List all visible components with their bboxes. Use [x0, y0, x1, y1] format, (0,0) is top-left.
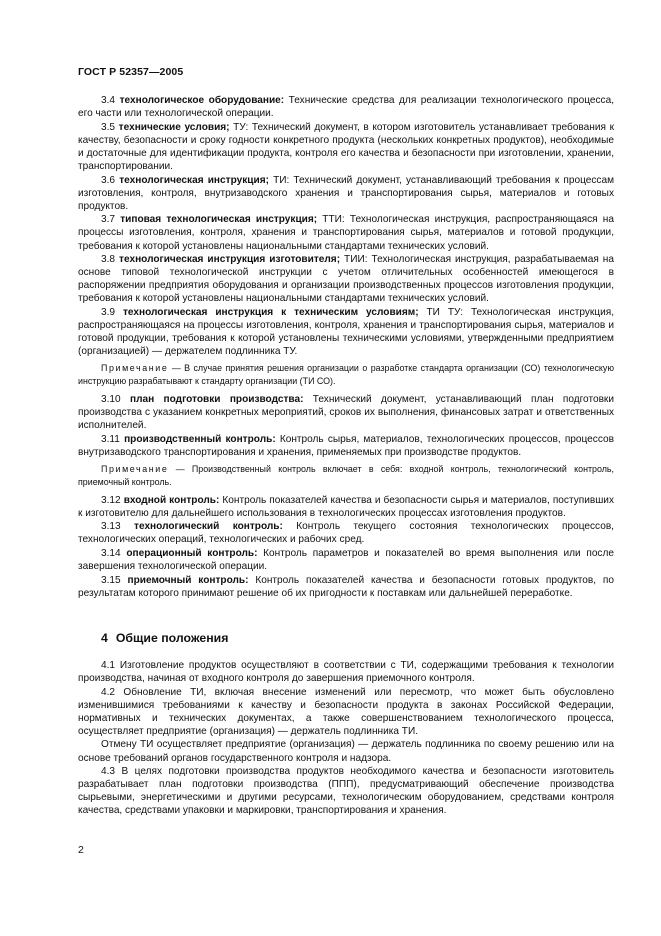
term: приемочный контроль:	[127, 574, 249, 586]
definition-text: ТИ ТУ: Технологическая инструкция, распространяющаяся на процессы изготовления, контроля, хранения и транспортирования сырья, материалов и готовой продукции, требования к которой установлены техническими условиями, утвержденными предприятием (организацией) — держателем подлинника ТУ.	[78, 307, 614, 358]
paragraph-4-1: 4.1 Изготовление продуктов осуществляют в соответствии с ТИ, содержащими требования к технологии производства, начиная от входного контроля до завершения приемочного контроля.	[78, 659, 614, 684]
section-number: 4	[101, 630, 108, 645]
item-number: 3.7	[101, 214, 116, 226]
definition-3-14	[78, 547, 614, 573]
definition-3-9	[78, 306, 614, 358]
term: план подготовки производства:	[129, 393, 304, 405]
item-number: 3.15	[101, 574, 121, 586]
definition-text: Технический документ, устанавливающий план подготовки производства с указанием конкретных мероприятий, сроков их выполнения, финансовых затрат и ответственных исполнителей.	[78, 393, 614, 432]
term: технические условия;	[118, 121, 230, 133]
item-number: 3.6	[101, 174, 116, 186]
item-number: 3.11	[101, 433, 120, 445]
term: операционный контроль:	[126, 547, 258, 559]
definition-3-6	[78, 174, 614, 213]
note-1	[78, 362, 614, 388]
document-body	[78, 94, 614, 818]
definition-text: Технические средства для реализации технологического процесса, его части или технологической операции.	[78, 95, 614, 120]
note-label: Примечание	[101, 363, 169, 374]
item-number: 3.13	[101, 521, 121, 533]
term: технологическое оборудование:	[119, 95, 285, 106]
note-2	[78, 463, 614, 489]
definition-3-15	[78, 574, 614, 600]
term: производственный контроль:	[124, 433, 276, 445]
definition-text: Контроль показателей качества и безопасности сырья и материалов, поступивших к изготовителю для дальнейшего использования в технологических процессах изготовления продуктов.	[78, 494, 614, 519]
definition-text: Контроль показателей качества и безопасности готовых продуктов, по результатам которого принимают решение об их пригодности к поставкам или дальнейшей переработке.	[78, 574, 614, 599]
term: технологическая инструкция изготовителя;	[119, 254, 341, 266]
item-number: 3.10	[101, 393, 121, 405]
term: технологическая инструкция к техническим условиям;	[122, 307, 419, 318]
definition-text: ТИИ: Технологическая инструкция, разрабатываемая на основе типовой технологической инструкции с учетом отличительных особенностей имеющегося в распоряжении предприятия оборудования и организации производственных процессов изготовления продукции, требования к которой установлены национальными стандартами технических условий.	[78, 254, 614, 305]
item-number: 3.5	[101, 121, 116, 133]
document-header: ГОСТ Р 52357—2005	[78, 66, 184, 78]
definition-3-10	[78, 393, 614, 432]
note-text: — Производственный контроль включает в себя: входной контроль, технологический контроль, приемочный контроль.	[78, 463, 614, 487]
definition-text: Контроль текущего состояния технологических процессов, технологических операций, технологических и рабочих сред.	[78, 521, 614, 546]
term: технологический контроль:	[134, 521, 283, 533]
item-number: 3.8	[101, 254, 116, 266]
note-text: — В случае принятия решения организации о разработке стандарта организации (СО) технологическую инструкцию разрабатывают к стандарту организации (ТИ СО).	[78, 363, 614, 387]
definition-text: Контроль сырья, материалов, технологических процессов, процессов внутризаводского транспортирования и хранения, применяемых при производстве продуктов.	[78, 433, 614, 458]
definition-3-12	[78, 494, 614, 520]
term: входной контроль:	[123, 494, 220, 506]
item-number: 3.14	[101, 547, 121, 559]
definition-text: ТУ: Технический документ, в котором изготовитель устанавливает требования к качеству, безопасности и сроку годности конкретного продукта (нескольких конкретных продуктов), необходимые и достаточные для идентификации продукта, контроля его качества и безопасности при изготовлении, хранении, транспортировании.	[78, 121, 614, 172]
note-label: Примечание	[101, 463, 169, 474]
definition-3-11	[78, 433, 614, 459]
section-heading	[101, 632, 614, 645]
item-number: 3.4	[101, 95, 116, 106]
definition-3-5	[78, 121, 614, 173]
paragraph-4-2-cont: Отмену ТИ осуществляет предприятие (организация) — держатель подлинника по своему решению или на основе требований органов государственного контроля и надзора.	[78, 739, 614, 764]
item-number: 3.12	[101, 494, 121, 506]
item-number: 3.9	[101, 307, 116, 318]
paragraph-4-2: 4.2 Обновление ТИ, включая внесение изменений или пересмотр, что может быть обусловлено изменившимися требованиями к качеству и безопасности продукта в законах Российской Федерации, нормативных и технических документах, а также совершенствованием технологического процесса, осуществляет предприятие (организация) — держатель подлинника ТИ.	[78, 686, 614, 737]
term: типовая технологическая инструкция;	[120, 214, 318, 226]
page-number: 2	[78, 844, 84, 856]
definition-text: ТТИ: Технологическая инструкция, распространяющаяся на процессы изготовления, контроля, хранения и транспортирования сырья, материалов и готовой продукции, требования к которой установлены национальными стандартами технических условий.	[78, 214, 614, 252]
term: технологическая инструкция;	[119, 174, 269, 186]
definition-text: Контроль параметров и показателей во время выполнения или после завершения технологической операции.	[78, 547, 614, 572]
definition-3-8	[78, 253, 614, 305]
section-title: Общие положения	[115, 630, 229, 645]
paragraph-4-3: 4.3 В целях подготовки производства продуктов необходимого качества и безопасности изготовитель разрабатывает план подготовки производства (ППП), предусматривающий обеспечение производства сырьевыми, энергетическими и другими ресурсами, технологическим оборудованием, средствами контроля качества, средствами упаковки и маркировки, транспортирования и хранения.	[78, 766, 614, 817]
definition-3-13	[78, 520, 614, 546]
definition-3-4	[78, 94, 614, 120]
definition-text: ТИ: Технический документ, устанавливающий требования к процессам изготовления, контроля, внутризаводского хранения и транспортирования сырья, материалов и готовых продуктов.	[78, 174, 615, 212]
definition-3-7	[78, 213, 614, 252]
